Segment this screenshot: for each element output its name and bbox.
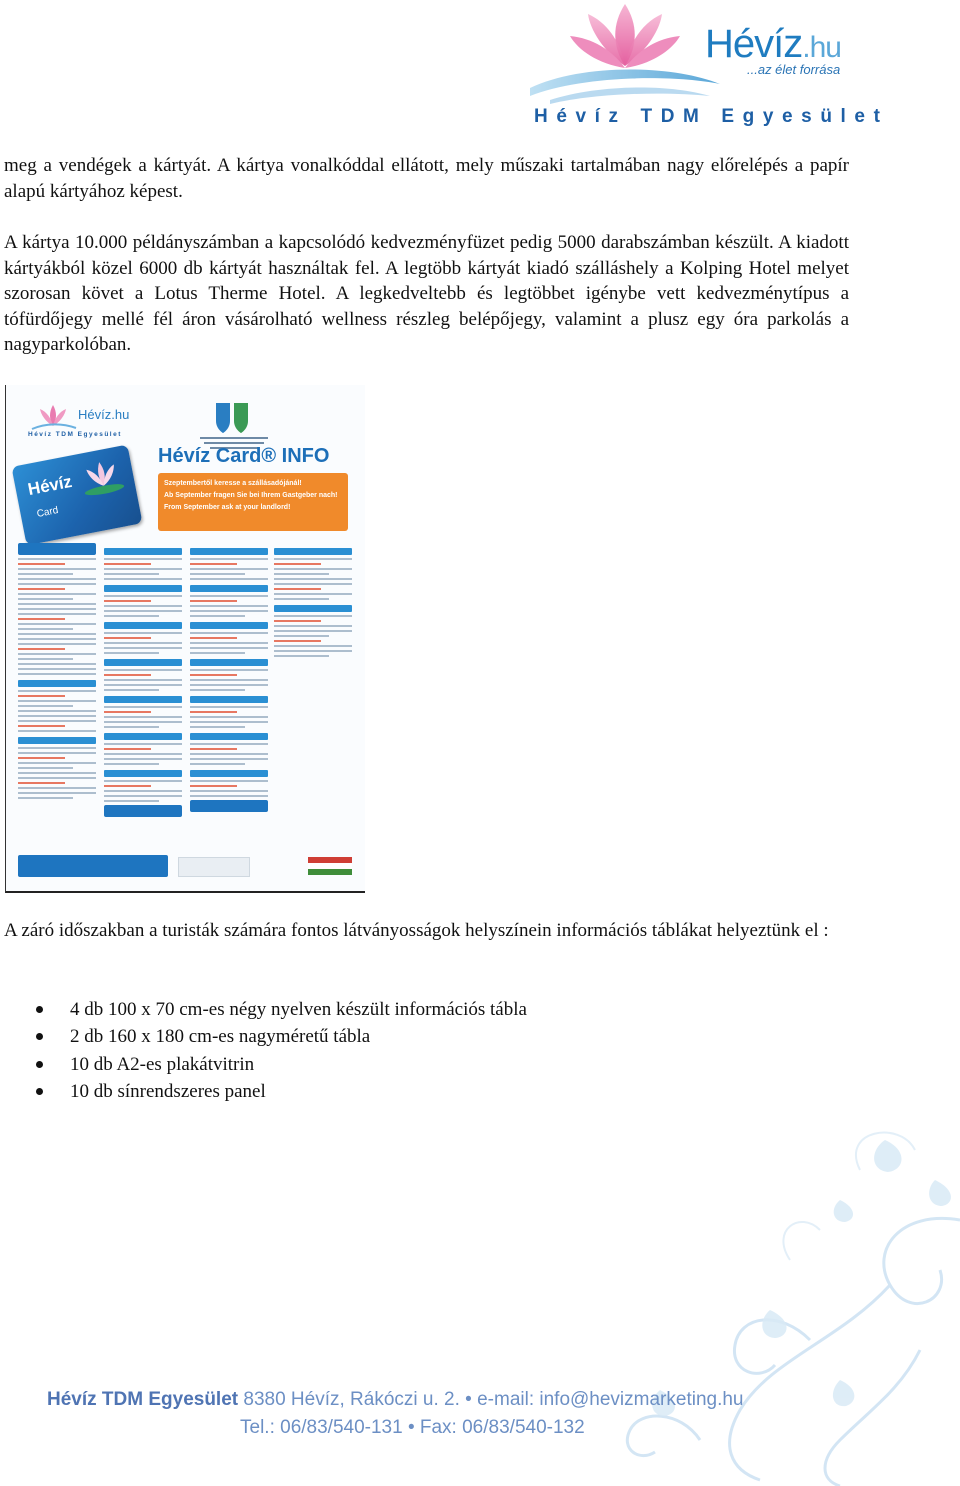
list-item-text: 10 db A2-es plakátvitrin [70,1053,255,1075]
list-item [0,1078,527,1105]
paragraph-card-intro: meg a vendégek a kártyát. A kártya vonalkóddal ellátott, mely műszaki tartalmában nagy előrelépés a papír alapú kártyához képest. [4,155,849,202]
card-title: Hévíz [26,471,74,500]
bullet-icon [36,1006,43,1013]
poster-column [274,543,352,843]
bullet-icon [36,1061,43,1068]
list-item [0,996,527,1023]
poster-logo-text: Hévíz.hu [78,407,130,422]
bullet-icon [36,1033,43,1040]
partner-crest-icon [186,399,281,451]
poster-column [190,543,268,843]
list-item-text: 10 db sínrendszeres panel [70,1080,266,1102]
logo-org-name: Hévíz TDM Egyesület [534,106,889,127]
footer-address-line [47,1389,744,1411]
paragraph-info-boards: A záró időszakban a turisták számára fontos látványosságok helyszínein információs táblákat helyeztünk el : [4,920,829,941]
poster-logo [28,403,130,443]
logo-brand: Hévíz.hu [705,22,841,66]
list-item [0,1051,527,1078]
poster-partner-list [18,543,352,843]
poster-logo-org: Hévíz TDM Egyesület [28,431,122,438]
footer-phones: Tel.: 06/83/540-131 • Fax: 06/83/540-132 [240,1417,585,1438]
poster-footer [18,855,352,881]
lotus-flower-icon [520,0,720,104]
bullet-icon [36,1088,43,1095]
paragraph-card-stats: A kártya 10.000 példányszámban a kapcsolódó kedvezményfüzet pedig 5000 darabszámban készült. A kiadott kártyákból közel 6000 db kártyát használtak fel. A legtöbb kártyát kiadó szálláshely a Kolping Hotel melyet szorosan követ a Lotus Therme Hotel. A legkedveltebb és legtöbbet igénybe vett kedvezménytípus a tófürdőjegy mellé fél áron vásárolható wellness részleg belépőjegy, valamint a plusz egy óra parkolás a nagyparkolóban. [4,232,849,355]
poster-column [104,543,182,843]
water-lily-icon [74,453,131,502]
footer-org: Hévíz TDM Egyesület [47,1389,239,1410]
footer-address: 8380 Hévíz, Rákóczi u. 2. • e-mail: info@hevizmarketing.hu [238,1389,744,1410]
list-item [0,1023,527,1050]
poster-banner [158,473,348,531]
lotus-flower-icon [28,403,78,431]
heviz-card-info-poster [5,385,365,893]
banner-line-de: Ab September fragen Sie bei Ihrem Gastgeber nach! [164,492,338,499]
header-logo [520,0,889,135]
banner-line-en: From September ask at your landlord! [164,504,291,511]
card-subtitle: Card [35,504,60,520]
info-board-list [0,996,527,1105]
list-item-text: 4 db 100 x 70 cm-es négy nyelven készült információs tábla [70,999,527,1020]
logo-tagline: ...az élet forrása [747,62,841,77]
page-footer [0,1385,960,1445]
poster-column [18,543,96,843]
list-item-text: 2 db 160 x 180 cm-es nagyméretű tábla [70,1026,371,1048]
poster-title: Hévíz Card® INFO [158,445,330,467]
banner-line-hu: Szeptembertől keresse a szállásadójánál! [164,480,302,487]
heviz-card-image [11,444,142,545]
